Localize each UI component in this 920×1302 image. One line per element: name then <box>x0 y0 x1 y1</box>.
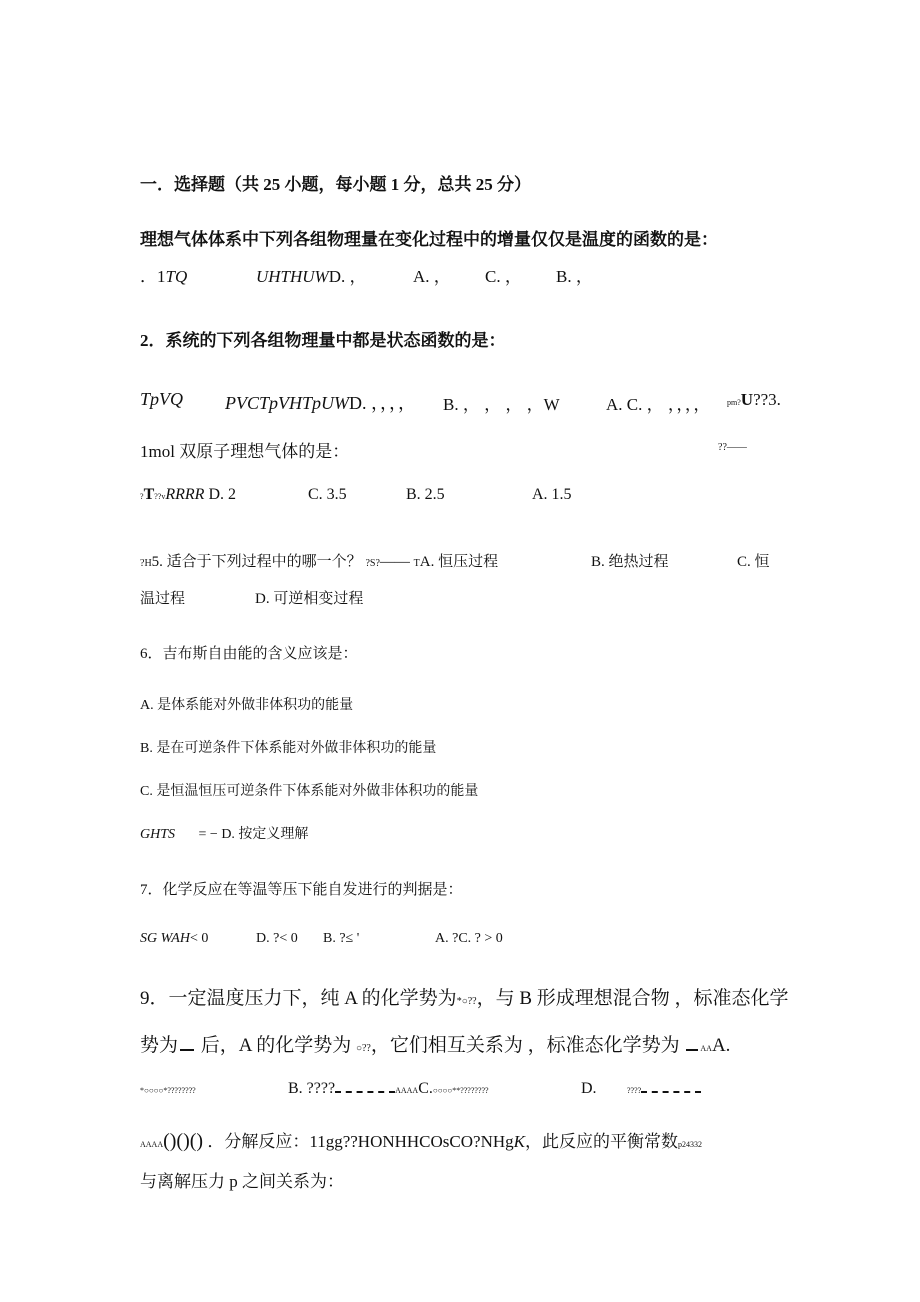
q9-line3 <box>140 1080 196 1098</box>
q9-line4-small2: p24332 <box>677 1140 702 1149</box>
q2-vars-a <box>140 389 183 410</box>
q5-option-c-part2: 温过程 <box>140 591 186 607</box>
q9-line2-c: ，它们相互关系为 ，标准态化学势为 <box>370 1035 685 1056</box>
q5-small2: ?S? <box>365 558 380 569</box>
q7-vars-line <box>140 931 208 947</box>
q3-right-mark: ??—— <box>718 442 747 453</box>
q3-option-d: D. 2 <box>208 486 236 503</box>
q3-line2 <box>140 486 236 504</box>
q2-tail-small: pm? <box>727 398 741 407</box>
q1-vars-a: TQ <box>165 267 188 286</box>
q3-option-a: A. 1.5 <box>532 486 572 503</box>
q3-small: ? <box>140 492 144 501</box>
q5-small3: T <box>413 558 420 569</box>
q9-line5: 与离解压力 p 之间关系为： <box>140 1172 344 1191</box>
q1-stem: 理想气体体系中下列各组物理量在变化过程中的增量仅仅是温度的函数的是： <box>140 230 718 249</box>
q9-line4-paren: ()()() <box>163 1130 204 1152</box>
q3-bold-t: T <box>143 486 155 503</box>
q9-dash-d <box>641 1081 701 1093</box>
q2-option-ac: A. C. ， ，，，， <box>606 395 711 414</box>
q3-option-b: B. 2.5 <box>406 486 445 503</box>
q5-line1 <box>140 550 498 571</box>
q1-prefix: ．1 <box>140 267 166 286</box>
q1-options-line <box>140 262 187 287</box>
section-header: 一．选择题（共 25 小题，每小题 1 分，总共 25 分） <box>140 175 531 194</box>
q9-line3-d-text: D. <box>581 1080 597 1097</box>
q9-line3-d-tail <box>627 1080 701 1098</box>
q9-line1-b: ，与 B 形成理想混合物 ，标准态化学 <box>476 988 789 1009</box>
q2-option-b: B. ， ， ， ，W <box>443 395 560 414</box>
q9-line3-small1: *○○○○*???????? <box>140 1086 196 1095</box>
q2-vars-b: PVCTpVHTpUW <box>225 393 350 413</box>
q1-option-d: D. ， <box>328 267 367 286</box>
q3-stem-text: 1mol 双原子理想气体的是： <box>140 442 350 461</box>
q1-option-a: A. ， <box>413 267 451 286</box>
q9-line3-d <box>581 1080 597 1098</box>
q9-line2-d: A. <box>711 1035 731 1056</box>
q7-vars: SG WAH <box>140 931 190 946</box>
q9-line3-b-text: B. ???? <box>288 1080 336 1097</box>
q5-option-d: D. 可逆相变过程 <box>255 591 364 607</box>
q3-small2: ??v <box>154 492 166 501</box>
q9-line4 <box>140 1127 702 1153</box>
q6-ops: = − <box>198 827 218 842</box>
q9-line2-small: ○?? <box>355 1043 371 1054</box>
q2-tail-bold: U <box>740 390 754 409</box>
q6-option-a: A. 是体系能对外做非体积功的能量 <box>140 698 354 713</box>
q9-line4-text: ．分解反应：11gg??HONHHCOsCO?NHg <box>207 1132 514 1151</box>
q9-line2-b: 后，A 的化学势为 <box>196 1035 356 1056</box>
q6-option-b: B. 是在可逆条件下体系能对外做非体积功的能量 <box>140 741 437 756</box>
q9-line4-tail: ，此反应的平衡常数 <box>524 1132 678 1151</box>
q7-stem: 7．化学反应在等温等压下能自发进行的判据是： <box>140 882 463 898</box>
q7-option-d: D. ?< 0 <box>256 931 298 946</box>
q5-option-b: B. 绝热过程 <box>591 554 669 570</box>
q3-option-c: C. 3.5 <box>308 486 347 503</box>
q5-small1: ?H <box>140 558 152 569</box>
q9-line2-small2: AA <box>700 1044 712 1053</box>
q5-option-c-part1: C. 恒 <box>737 554 770 570</box>
q7-option-b: B. ?≤ ' <box>323 931 360 946</box>
q9-line2 <box>140 1030 730 1057</box>
q9-line2-a: 势为 <box>140 1035 179 1056</box>
q2-vars-a-text: TpVQ <box>140 389 184 409</box>
q3-vars: RRRR <box>165 486 205 503</box>
q9-dash-b <box>335 1081 395 1093</box>
q7-option-ac: A. ?C. ? > 0 <box>435 931 503 946</box>
q2-line <box>225 389 416 415</box>
q9-line4-k: K <box>513 1132 525 1151</box>
q2-tail <box>727 390 781 410</box>
q1-option-c: C. ， <box>485 267 522 286</box>
q1-vars-b: UHTHUW <box>256 267 329 286</box>
q9-line3-b <box>288 1080 489 1098</box>
q9-line4-small: AAAA <box>140 1140 164 1149</box>
q2-option-d: D. ，，，， <box>349 393 417 413</box>
q9-line3-small4: ???? <box>627 1086 642 1095</box>
q6-vars: GHTS <box>140 827 176 842</box>
q9-line1-a: 9．一定温度压力下，纯 A 的化学势为 <box>140 988 457 1009</box>
q9-line1-small: *○?? <box>456 996 477 1007</box>
q9-blank <box>180 1037 194 1051</box>
q2-stem: 2．系统的下列各组物理量中都是状态函数的是： <box>140 331 506 350</box>
q9-blank2 <box>686 1037 698 1051</box>
q7-lt0: < 0 <box>189 931 209 946</box>
q6-option-d-text: D. 按定义理解 <box>221 827 309 842</box>
q5-mark: —— <box>379 554 410 570</box>
q3-stem <box>140 437 349 462</box>
q5-option-a: A. 恒压过程 <box>419 554 499 570</box>
q6-option-d <box>140 823 308 843</box>
q9-line3-small3: ○○○○**???????? <box>432 1086 489 1095</box>
q9-line3-small2: AAAA <box>395 1086 419 1095</box>
q9-line3-c: C. <box>418 1080 433 1097</box>
q6-stem: 6．吉布斯自由能的含义应该是： <box>140 646 358 662</box>
q2-tail-after: ??3. <box>753 390 781 409</box>
q1-option-b: B. ， <box>556 267 593 286</box>
q1-options-line2 <box>256 262 367 287</box>
q9-line1 <box>140 983 789 1010</box>
q6-option-c: C. 是恒温恒压可逆条件下体系能对外做非体积功的能量 <box>140 784 479 799</box>
q5-stem: 5. 适合于下列过程中的哪一个？ <box>151 554 362 570</box>
